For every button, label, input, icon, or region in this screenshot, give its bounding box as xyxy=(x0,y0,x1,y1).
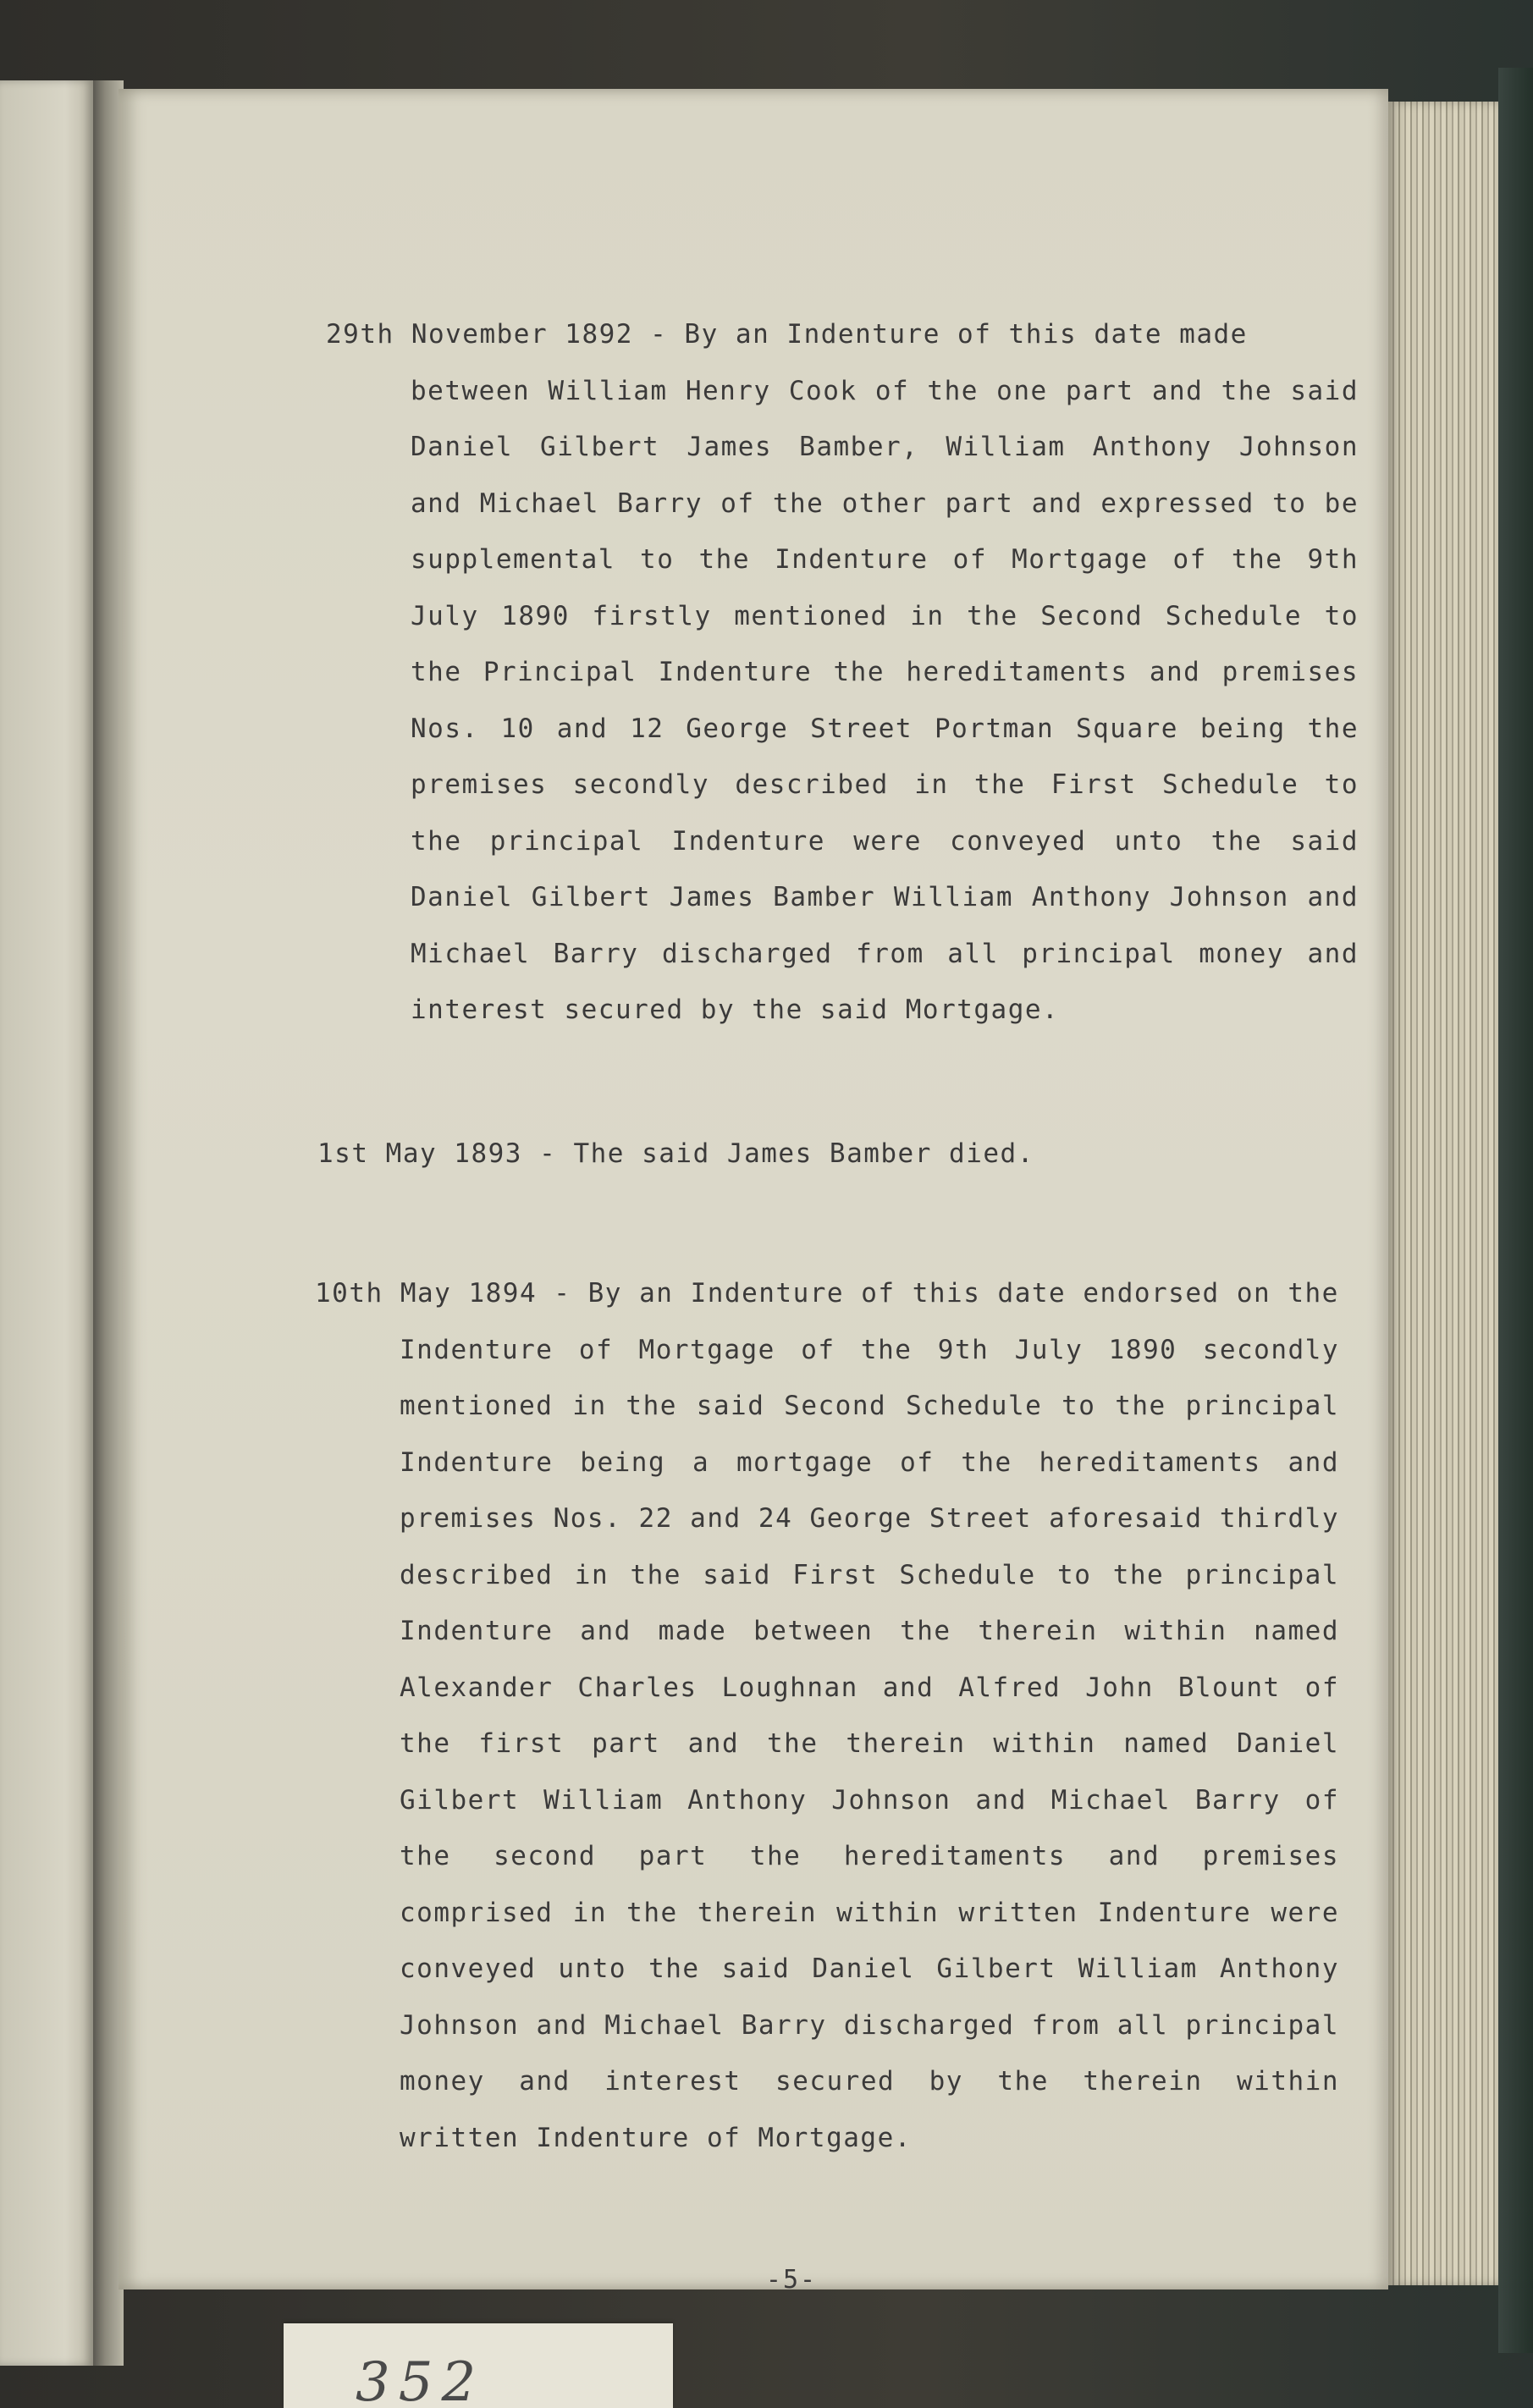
entry-heading: 1st May 1893 - The said James Bamber died. xyxy=(317,1138,1034,1169)
entry-body: between William Henry Cook of the one part and the said Daniel Gilbert James Bamber, William Anthony Johnson and Michael Barry of the other part and expressed to be supplemental to the Indenture of Mortgage of the 9th July 1890 firstly mentioned in the Second Schedule to the Principal Indenture the hereditaments and premises Nos. 10 and 12 George Street Portman Square being the premises secondly described in the First Schedule to the principal Indenture were conveyed unto the said Daniel Gilbert James Bamber William Anthony Johnson and Michael Barry discharged from all principal money and interest secured by the said Mortgage. xyxy=(411,375,1359,1025)
entry-1892-indenture xyxy=(326,306,1359,1039)
entry-body: Indenture of Mortgage of the 9th July 1890 secondly mentioned in the said Second Schedule to the principal Indenture being a mortgage of the hereditaments and premises Nos. 22 and 24 George Street aforesaid thirdly described in the said First Schedule to the principal Indenture and made between the therein within named Alexander Charles Loughnan and Alfred John Blount of the first part and the therein within named Daniel Gilbert William Anthony Johnson and Michael Barry of the second part the hereditaments and premises comprised in the therein within written Indenture were conveyed unto the said Daniel Gilbert William Anthony Johnson and Michael Barry discharged from all principal money and interest secured by the therein within written Indenture of Mortgage. xyxy=(400,1334,1339,2153)
book-cover-edge xyxy=(1498,68,1533,2353)
entry-heading: 29th November 1892 - By an Indenture of this date made xyxy=(326,319,1248,350)
page-stack-edge xyxy=(1388,102,1498,2285)
page-number: -5- xyxy=(765,2265,818,2295)
entry-1893-death xyxy=(317,1126,1034,1182)
entry-1894-indenture xyxy=(315,1265,1339,2166)
facing-page xyxy=(0,80,93,2366)
archive-tag-number: 352 xyxy=(356,2351,485,2408)
entry-heading: 10th May 1894 - By an Indenture of this date endorsed on the xyxy=(315,1278,1339,1309)
